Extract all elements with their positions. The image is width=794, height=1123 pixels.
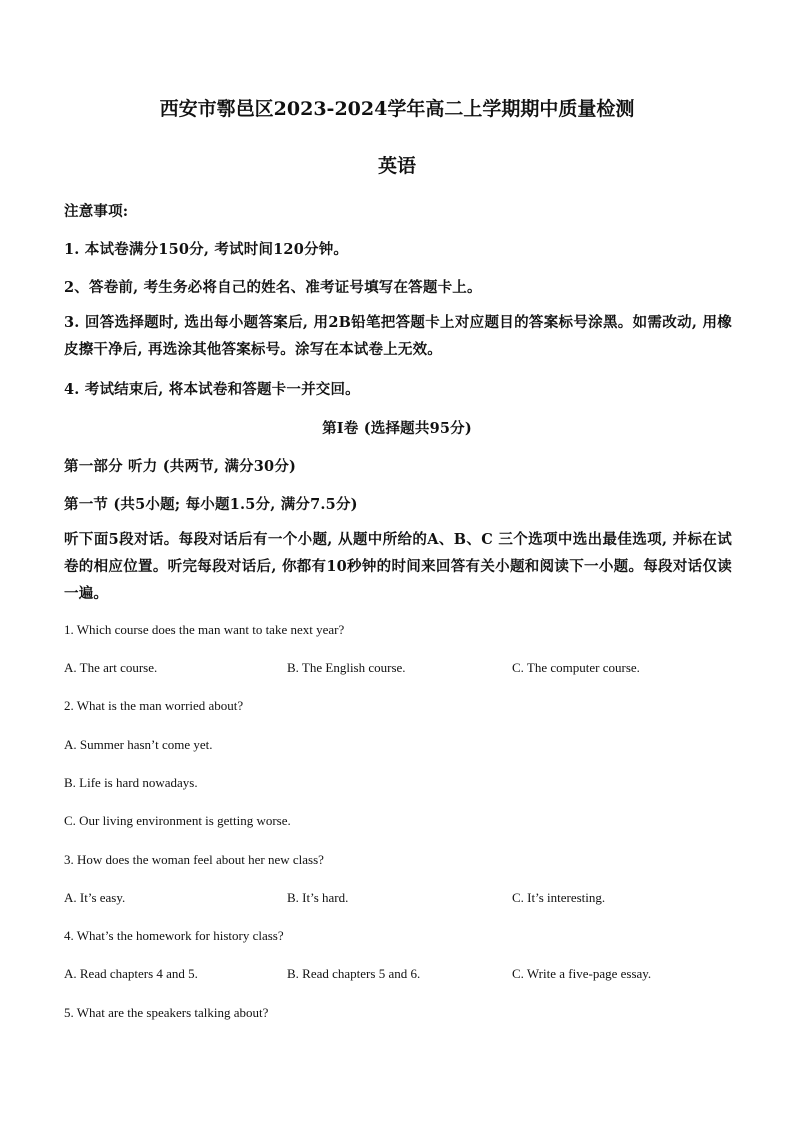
question-1-option-a: A. The art course. <box>64 660 158 675</box>
question-4-option-a: A. Read chapters 4 and 5. <box>64 966 198 981</box>
part-heading: 第一部分 听力 (共两节, 满分30分) <box>64 458 297 475</box>
listening-instructions: 听下面5段对话。每段对话后有一个小题, 从题中所给的A、B、C 三个选项中选出最佳选项, 并标在试卷的相应位置。听完每段对话后, 你都有10秒钟的时间来回答有关小题和阅读下一小题。每段对话仅读一遍。 <box>64 531 732 602</box>
question-3-option-a: A. It’s easy. <box>64 890 126 905</box>
section-heading: 第一节 (共5小题; 每小题1.5分, 满分7.5分) <box>64 496 358 513</box>
question-3-option-b: B. It’s hard. <box>287 890 349 905</box>
question-1-option-c: C. The computer course. <box>512 660 640 675</box>
question-5-stem: 5. What are the speakers talking about? <box>64 1005 269 1020</box>
note-item-3: 3. 回答选择题时, 选出每小题答案后, 用2B铅笔把答题卡上对应题目的答案标号涂黑。如需改动, 用橡皮擦干净后, 再选涂其他答案标号。涂写在本试卷上无效。 <box>64 314 732 358</box>
note-item-2: 2、答卷前, 考生务必将自己的姓名、准考证号填写在答题卡上。 <box>64 279 482 296</box>
question-3-option-c: C. It’s interesting. <box>512 890 606 905</box>
question-4-option-b: B. Read chapters 5 and 6. <box>287 966 421 981</box>
exam-title: 西安市鄠邑区2023-2024学年高二上学期期中质量检测 <box>159 98 635 120</box>
question-4-stem: 4. What’s the homework for history class? <box>64 928 284 943</box>
question-4-option-c: C. Write a five-page essay. <box>512 966 652 981</box>
note-item-1: 1. 本试卷满分150分, 考试时间120分钟。 <box>64 241 349 258</box>
question-3-stem: 3. How does the woman feel about her new class? <box>64 852 324 867</box>
volume-heading: 第I卷 (选择题共95分) <box>322 420 472 437</box>
question-2-option-c: C. Our living environment is getting worse. <box>64 813 291 828</box>
question-2-option-a: A. Summer hasn’t come yet. <box>64 737 213 752</box>
question-1-stem: 1. Which course does the man want to take next year? <box>64 622 345 637</box>
subject-title: 英语 <box>377 155 416 177</box>
question-2-option-b: B. Life is hard nowadays. <box>64 775 198 790</box>
question-1-option-b: B. The English course. <box>287 660 406 675</box>
notes-heading: 注意事项: <box>64 203 129 220</box>
question-2-stem: 2. What is the man worried about? <box>64 698 244 713</box>
note-item-4: 4. 考试结束后, 将本试卷和答题卡一并交回。 <box>64 381 360 398</box>
